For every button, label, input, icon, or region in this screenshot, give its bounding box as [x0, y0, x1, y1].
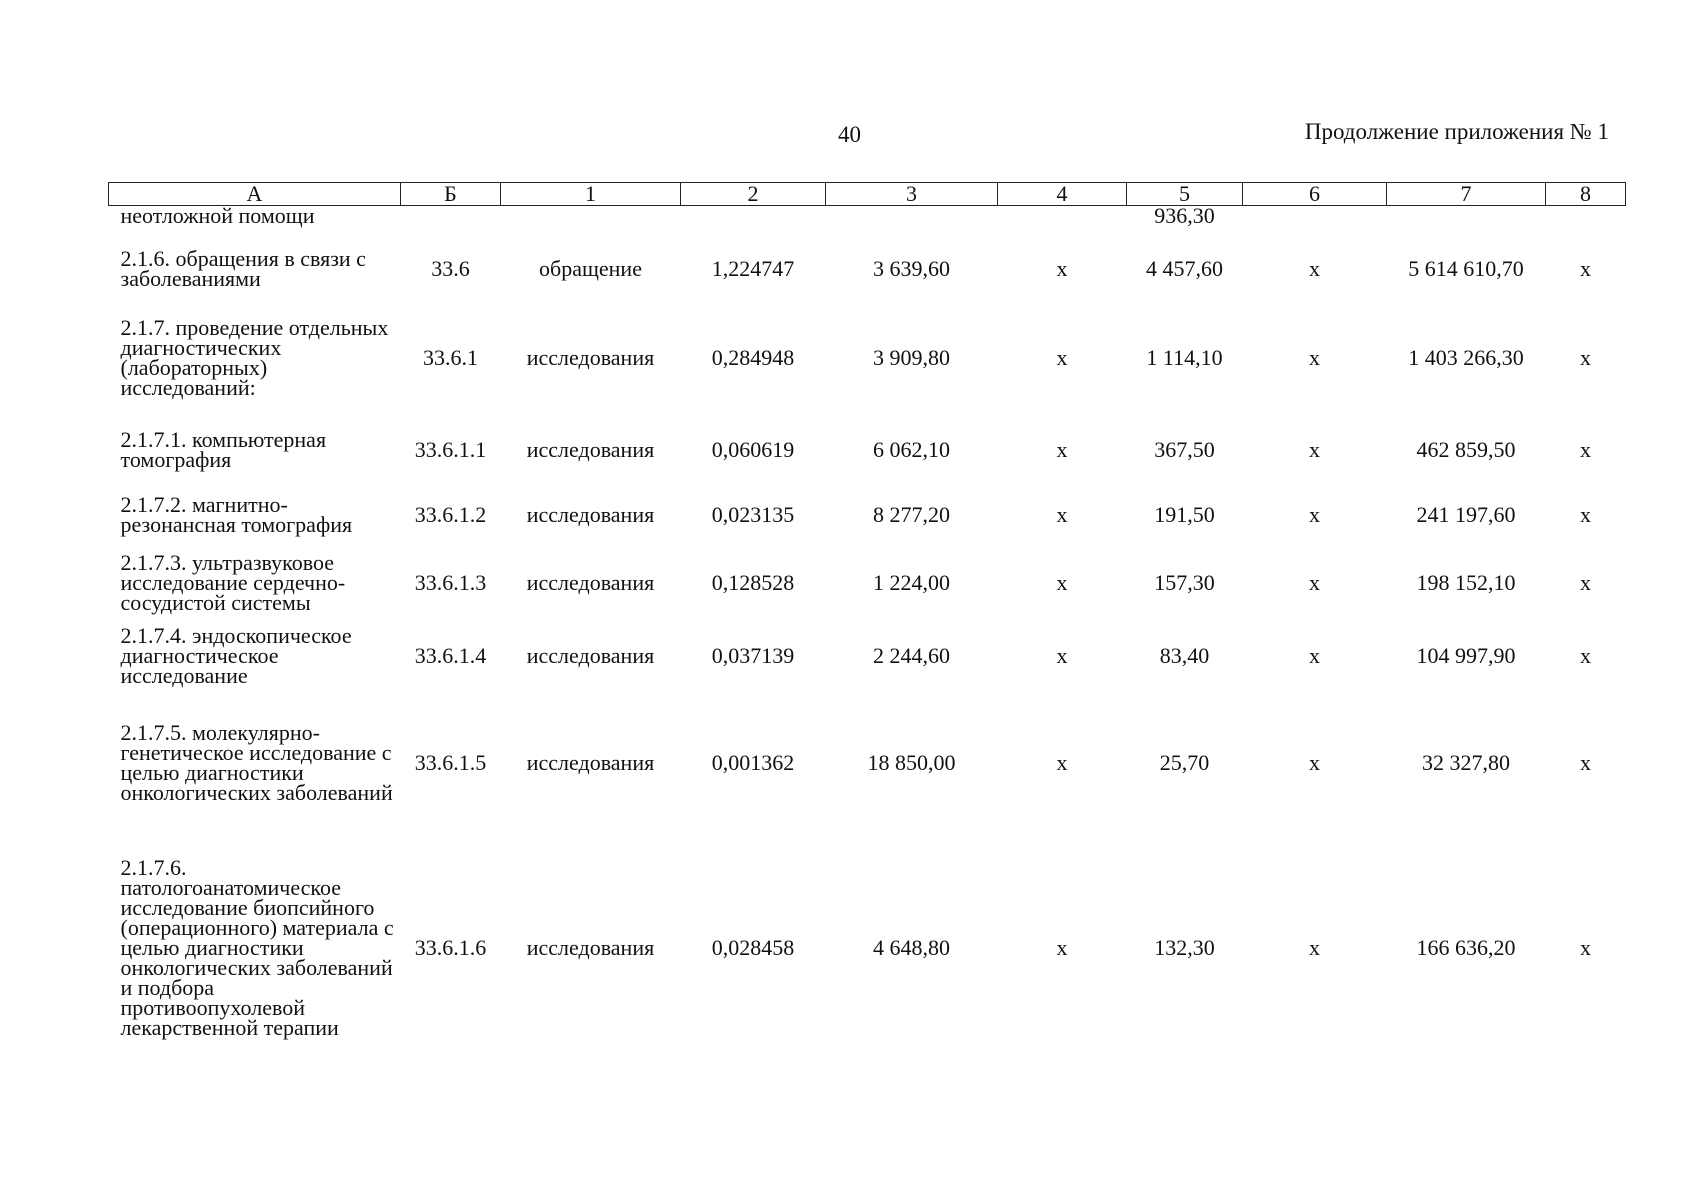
row-col8: х [1580, 642, 1591, 668]
row-col4: х [1056, 501, 1068, 527]
table-row [109, 618, 1626, 694]
column-header-3: 3 [826, 183, 998, 206]
row-col5: 157,30 [1154, 569, 1215, 595]
row-col2: 0,037139 [711, 642, 795, 668]
row-col8: х [1580, 436, 1591, 462]
table-row [109, 482, 1626, 548]
row-name: 2.1.7.1. компьютерная томография [120, 426, 327, 472]
row-unit: исследования [526, 344, 655, 370]
row-col4: х [1056, 569, 1068, 595]
row-col5: 367,50 [1154, 436, 1215, 462]
row-col6: х [1309, 934, 1320, 960]
row-col4: х [1056, 344, 1068, 370]
row-col7: 1 403 266,30 [1408, 344, 1524, 370]
row-col6: х [1309, 501, 1320, 527]
table-row [109, 418, 1626, 482]
table-row [109, 298, 1626, 418]
row-name: 2.1.6. обращения в связи с заболеваниями [120, 245, 366, 291]
page-number: 40 [838, 122, 861, 147]
row-col3: 1 224,00 [873, 569, 950, 595]
row-col6: х [1309, 436, 1320, 462]
column-header-2: 2 [681, 183, 826, 206]
row-col5: 25,70 [1159, 749, 1210, 775]
row-name: 2.1.7.4. эндоскопическое диагностическое исследование [120, 622, 352, 688]
row-code: 33.6.1.2 [414, 501, 487, 527]
appendix-continuation-label: Продолжение приложения № 1 [1304, 119, 1609, 144]
row-code: 33.6.1.4 [414, 642, 487, 668]
row-name: 2.1.7.3. ультразвуковое исследование сердечно-сосудистой системы [120, 549, 346, 615]
column-header-1: 1 [501, 183, 681, 206]
row-col5: 1 114,10 [1146, 344, 1223, 370]
row-unit: исследования [526, 934, 655, 960]
row-col7: 166 636,20 [1416, 934, 1516, 960]
row-unit: исследования [526, 642, 655, 668]
row-col4: х [1056, 642, 1068, 668]
row-unit: исследования [526, 501, 655, 527]
row-col3: 8 277,20 [873, 501, 950, 527]
row-code: 33.6 [431, 255, 470, 281]
row-col7: 462 859,50 [1416, 436, 1516, 462]
row-col4: х [1056, 749, 1068, 775]
row-name: 2.1.7.5. молекулярно-генетическое исследование с целью диагностики онкологических заболеваний [120, 719, 393, 805]
row-col5: 4 457,60 [1146, 255, 1223, 281]
table-row [109, 548, 1626, 618]
row-col8: х [1580, 749, 1591, 775]
row-code: 33.6.1.1 [414, 436, 487, 462]
row-name: 2.1.7. проведение отдельных диагностических (лабораторных) исследований: [120, 314, 389, 400]
column-header-4: 4 [998, 183, 1127, 206]
row-name: 2.1.7.2. магнитно-резонансная томография [120, 491, 353, 537]
column-header-a: А [109, 183, 401, 206]
row-col2: 1,224747 [711, 255, 795, 281]
row-unit: исследования [526, 436, 655, 462]
column-header-b: Б [401, 183, 501, 206]
row-col4: х [1056, 255, 1068, 281]
row-col3: 18 850,00 [867, 749, 956, 775]
row-code: 33.6.1.6 [414, 934, 487, 960]
column-header-5: 5 [1127, 183, 1243, 206]
row-col8: х [1580, 569, 1591, 595]
row-col8: х [1580, 344, 1591, 370]
row-code: 33.6.1 [423, 344, 478, 370]
row-col7: 198 152,10 [1416, 569, 1516, 595]
row-col8: х [1580, 255, 1591, 281]
table-row [109, 694, 1626, 832]
row-col6: х [1309, 642, 1320, 668]
row-col2: 0,060619 [711, 436, 795, 462]
row-col3: 3 639,60 [873, 255, 950, 281]
row-col8: х [1580, 501, 1591, 527]
row-col3: 4 648,80 [873, 934, 950, 960]
row-unit: исследования [526, 569, 655, 595]
row-col5: 191,50 [1154, 501, 1215, 527]
tariff-table [108, 182, 1626, 1064]
row-col2: 0,028458 [711, 934, 795, 960]
row-col8: х [1580, 934, 1591, 960]
row-col7: 241 197,60 [1416, 501, 1516, 527]
row-unit: обращение [539, 255, 642, 281]
row-col2: 0,023135 [711, 501, 795, 527]
row-col4: х [1056, 934, 1068, 960]
row-col5: 936,30 [1154, 203, 1215, 228]
row-col5: 83,40 [1159, 642, 1210, 668]
row-code: 33.6.1.5 [414, 749, 487, 775]
column-header-7: 7 [1387, 183, 1546, 206]
table-row [109, 832, 1626, 1064]
row-col2: 0,284948 [711, 344, 795, 370]
row-code: 33.6.1.3 [414, 569, 487, 595]
column-header-8: 8 [1546, 183, 1626, 206]
row-col7: 5 614 610,70 [1408, 255, 1524, 281]
row-name: неотложной помощи [120, 203, 315, 228]
row-col2: 0,001362 [711, 749, 795, 775]
row-name: 2.1.7.6. патологоанатомическое исследование биопсийного (операционного) материала с целью диагностики онкологических заболеваний и подбора противоопухолевой лекарственной терапии [120, 854, 394, 1040]
row-col2: 0,128528 [711, 569, 795, 595]
row-col5: 132,30 [1154, 934, 1215, 960]
row-col6: х [1309, 255, 1320, 281]
row-col6: х [1309, 569, 1320, 595]
row-col3: 3 909,80 [873, 344, 950, 370]
table-row [109, 240, 1626, 298]
row-col6: х [1309, 344, 1320, 370]
row-col6: х [1309, 749, 1320, 775]
row-col7: 32 327,80 [1422, 749, 1510, 775]
table-row-carryover [109, 206, 1626, 240]
row-col3: 6 062,10 [873, 436, 950, 462]
row-unit: исследования [526, 749, 655, 775]
row-col4: х [1056, 436, 1068, 462]
row-col3: 2 244,60 [873, 642, 950, 668]
column-number-header [109, 183, 1626, 206]
column-header-6: 6 [1243, 183, 1387, 206]
row-col7: 104 997,90 [1416, 642, 1516, 668]
